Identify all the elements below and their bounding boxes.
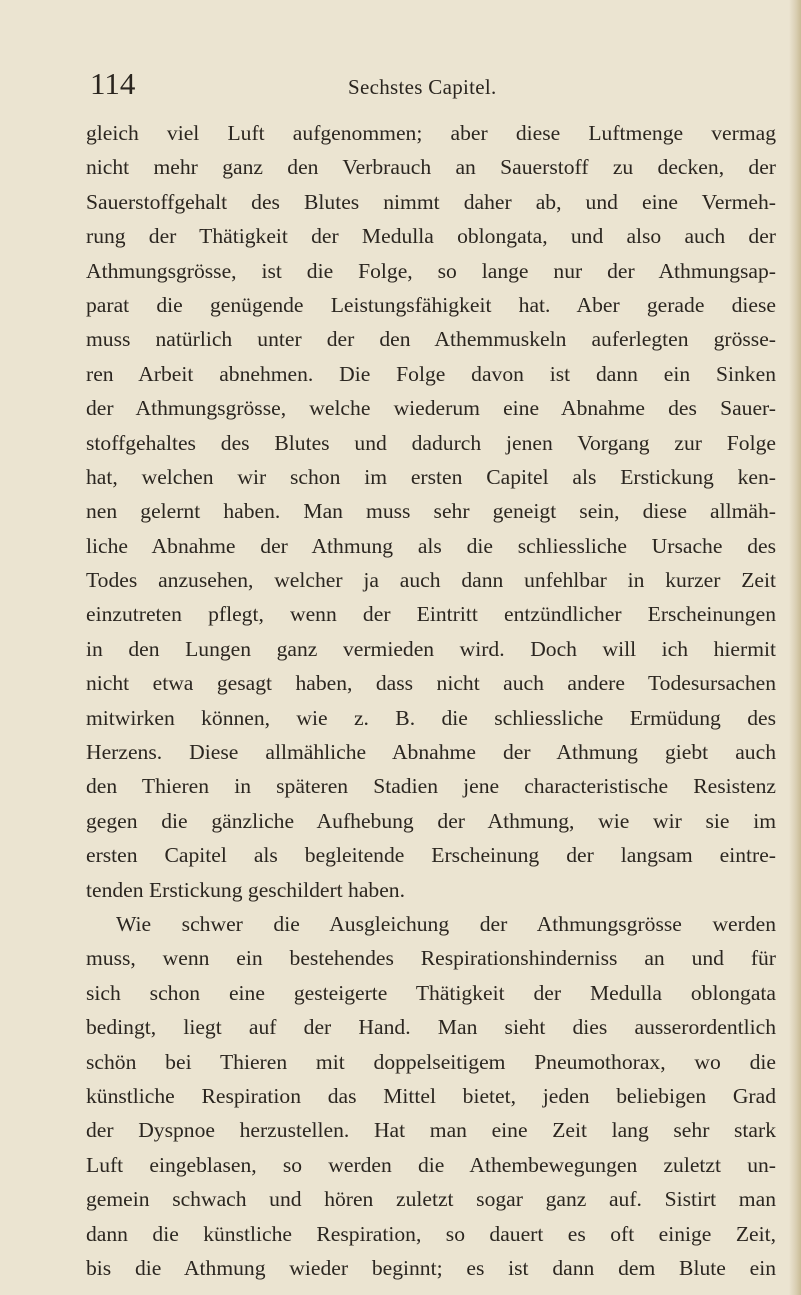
text-line: gemein schwach und hören zuletzt sogar ganz auf. Sistirt man [86, 1187, 776, 1212]
text-line: künstliche Respiration das Mittel bietet, jeden beliebigen Grad [86, 1083, 776, 1108]
text-line: mitwirken können, wie z. B. die schliessliche Ermüdung des [86, 705, 776, 730]
text-line: bedingt, liegt auf der Hand. Man sieht dies ausserordentlich [86, 1015, 776, 1040]
text-line: rung der Thätigkeit der Medulla oblongata, und also auch der [86, 224, 776, 249]
text-line: ersten Capitel als begleitende Erscheinung der langsam eintre- [86, 843, 776, 868]
text-line: muss natürlich unter der den Athemmuskeln auferlegten grösse- [86, 327, 776, 352]
page-number: 114 [90, 66, 136, 101]
text-line: schön bei Thieren mit doppelseitigem Pneumothorax, wo die [86, 1049, 776, 1074]
text-line: gleich viel Luft aufgenommen; aber diese Luftmenge vermag [86, 121, 776, 145]
text-line: parat die genügende Leistungsfähigkeit hat. Aber gerade diese [86, 292, 776, 317]
body-text [86, 116, 776, 1285]
page-edge [789, 0, 801, 1295]
text-line: in den Lungen ganz vermieden wird. Doch will ich hiermit [86, 636, 776, 661]
text-line: ren Arbeit abnehmen. Die Folge davon ist dann ein Sinken [86, 361, 776, 386]
running-head [90, 66, 770, 106]
text-line: liche Abnahme der Athmung als die schliessliche Ursache des [86, 533, 776, 558]
text-line: sich schon eine gesteigerte Thätigkeit der Medulla oblongata [86, 980, 776, 1005]
text-line: Herzens. Diese allmähliche Abnahme der Athmung giebt auch [86, 740, 776, 765]
text-line: Sauerstoffgehalt des Blutes nimmt daher ab, und eine Vermeh- [86, 189, 776, 214]
chapter-title: Sechstes Capitel. [348, 75, 497, 99]
text-line: nicht etwa gesagt haben, dass nicht auch andere Todesursachen [86, 671, 776, 696]
text-line: hat, welchen wir schon im ersten Capitel als Erstickung ken- [86, 464, 776, 489]
text-line: den Thieren in späteren Stadien jene characteristische Resistenz [86, 774, 776, 799]
text-line: der Dyspnoe herzustellen. Hat man eine Zeit lang sehr stark [86, 1118, 776, 1143]
text-line: Athmungsgrösse, ist die Folge, so lange nur der Athmungsap- [86, 258, 776, 283]
text-line: der Athmungsgrösse, welche wiederum eine Abnahme des Sauer- [86, 396, 776, 421]
text-line: Luft eingeblasen, so werden die Athembewegungen zuletzt un- [86, 1152, 776, 1177]
text-line-paragraph-end: tenden Erstickung geschildert haben. [86, 877, 406, 902]
text-line-paragraph-start: Wie schwer die Ausgleichung der Athmungsgrösse werden [116, 911, 776, 936]
text-line: nicht mehr ganz den Verbrauch an Sauerstoff zu decken, der [86, 155, 776, 180]
text-line: nen gelernt haben. Man muss sehr geneigt sein, diese allmäh- [86, 499, 776, 524]
text-line: stoffgehaltes des Blutes und dadurch jenen Vorgang zur Folge [86, 430, 776, 455]
text-line: gegen die gänzliche Aufhebung der Athmung, wie wir sie im [86, 808, 776, 833]
text-line: bis die Athmung wieder beginnt; es ist dann dem Blute ein [86, 1255, 776, 1280]
text-line: einzutreten pflegt, wenn der Eintritt entzündlicher Erscheinungen [86, 602, 776, 627]
text-line: Todes anzusehen, welcher ja auch dann unfehlbar in kurzer Zeit [86, 568, 776, 593]
text-line: muss, wenn ein bestehendes Respirationshinderniss an und für [86, 946, 776, 971]
text-line: dann die künstliche Respiration, so dauert es oft einige Zeit, [86, 1221, 776, 1246]
